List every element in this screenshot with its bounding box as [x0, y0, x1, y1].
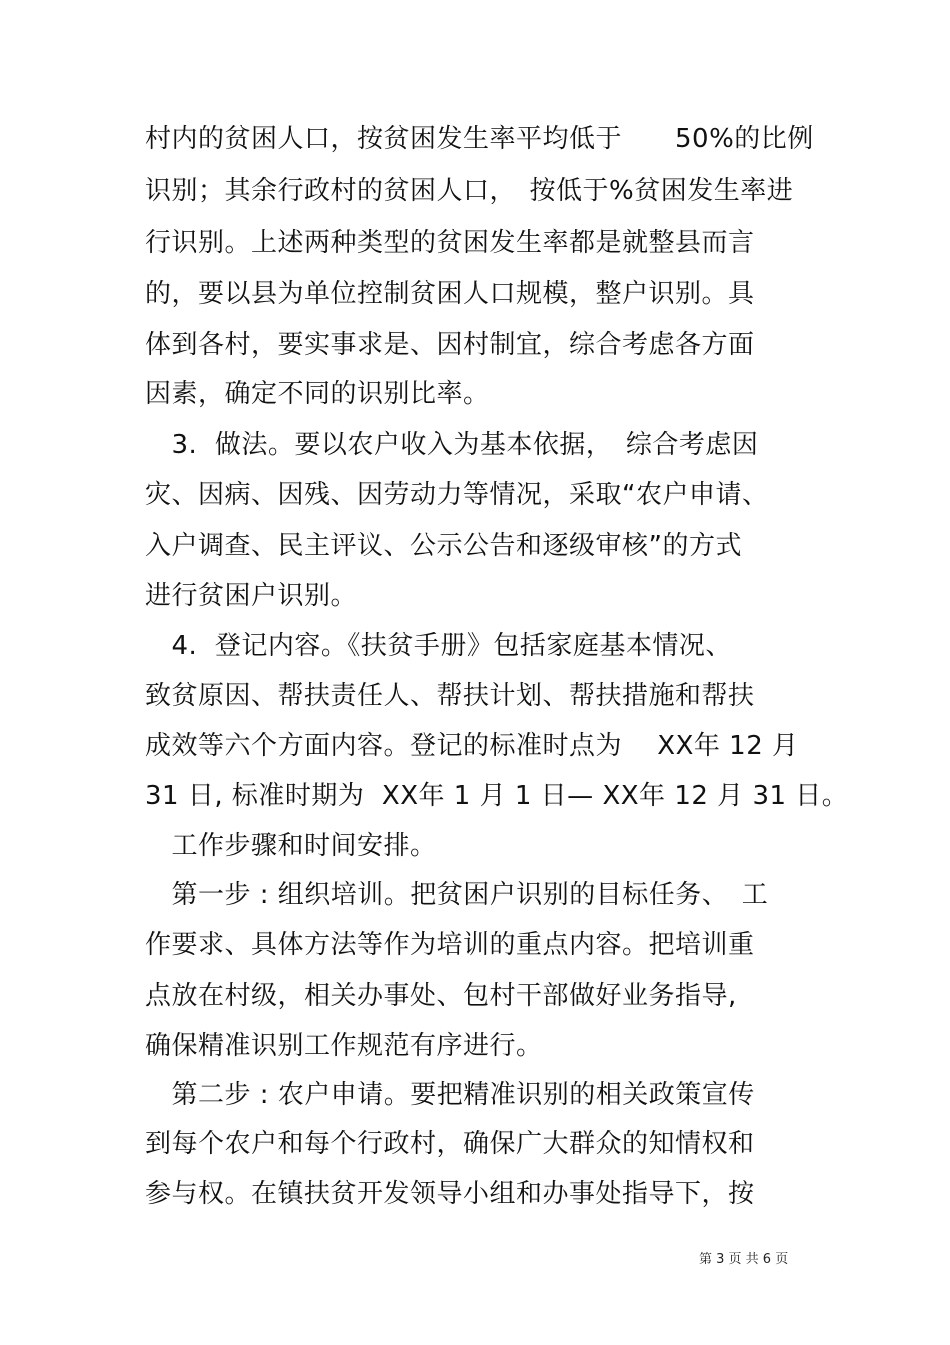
text-line: 第二步 : 农户申请。要把精准识别的相关政策宣传 — [145, 1080, 755, 1110]
text-line: 的，要以县为单位控制贫困人口规模，整户识别。具 — [145, 279, 755, 309]
text-line: 因素，确定不同的识别比率。 — [145, 379, 490, 409]
text-line: 识别；其余行政村的贫困人口， 按低于%贫困发生率进 — [145, 176, 794, 206]
text-line: 第一步 : 组织培训。把贫困户识别的目标任务、 工 — [145, 880, 769, 910]
text-line: 点放在村级，相关办事处、包村干部做好业务指导, — [145, 981, 737, 1011]
text-line: 致贫原因、帮扶责任人、帮扶计划、帮扶措施和帮扶 — [145, 681, 755, 711]
text-line: 进行贫困户识别。 — [145, 581, 358, 611]
text-line: 4. 登记内容。《扶贫手册》包括家庭基本情况、 — [145, 631, 732, 661]
text-line: 行识别。上述两种类型的贫困发生率都是就整县而言 — [145, 228, 755, 258]
text-line: 入户调查、民主评议、公示公告和逐级审核”的方式 — [145, 531, 742, 561]
text-line: 村内的贫困人口，按贫困发生率平均低于 50%的比例 — [145, 124, 814, 154]
text-line: 3. 做法。要以农户收入为基本依据， 综合考虑因 — [145, 430, 759, 460]
text-line: 工作步骤和时间安排。 — [145, 831, 437, 861]
text-line: 31 日, 标准时期为 XX年 1 月 1 日— XX年 12 月 31 日。 — [145, 781, 849, 811]
text-line: 灾、因病、因残、因劳动力等情况，采取“农户申请、 — [145, 480, 769, 510]
text-line: 到每个农户和每个行政村，确保广大群众的知情权和 — [145, 1129, 755, 1159]
text-line: 参与权。在镇扶贫开发领导小组和办事处指导下，按 — [145, 1179, 755, 1209]
text-line: 体到各村，要实事求是、因村制宜，综合考虑各方面 — [145, 330, 755, 360]
page-indicator: 第 3 页 共 6 页 — [699, 1252, 789, 1267]
text-line: 成效等六个方面内容。登记的标准时点为 XX年 12 月 — [145, 731, 799, 761]
text-line: 作要求、具体方法等作为培训的重点内容。把培训重 — [145, 930, 755, 960]
text-line: 确保精准识别工作规范有序进行。 — [145, 1031, 543, 1061]
